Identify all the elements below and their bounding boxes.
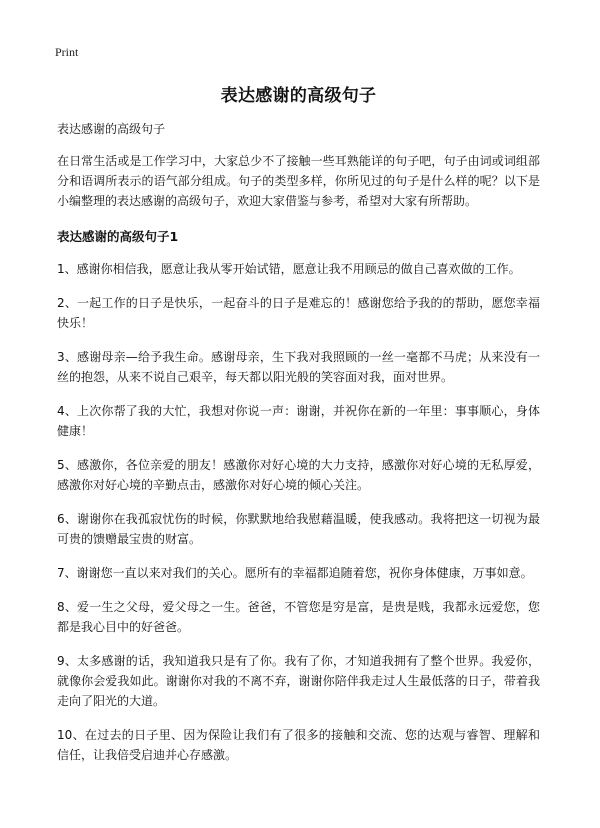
article-subtitle: 表达感谢的高级句子 — [57, 122, 166, 136]
list-item: 1、感谢你相信我，愿意让我从零开始试错，愿意让我不用顾忌的做自己喜欢做的工作。 — [57, 262, 521, 276]
list-item: 5、感激你，各位亲爱的朋友！感激你对好心境的大力支持，感激你对好心境的无私厚爱，感激你对好心境的辛勤点击，感激你对好心境的倾心关注。 — [57, 458, 540, 492]
section-heading: 表达感谢的高级句子1 — [57, 229, 179, 244]
list-item: 6、谢谢你在我孤寂忧伤的时候，你默默地给我慰藉温暖，使我感动。我将把这一切视为最可贵的馈赠最宝贵的财富。 — [57, 512, 540, 546]
list-item: 3、感谢母亲—给予我生命。感谢母亲，生下我对我照顾的一丝一毫都不马虎；从来没有一丝的抱怨，从来不说自己艰辛，每天都以阳光般的笑容面对我，面对世界。 — [57, 350, 540, 384]
print-link[interactable]: Print — [55, 45, 79, 59]
list-item: 2、一起工作的日子是快乐，一起奋斗的日子是难忘的！感谢您给予我的的帮助，愿您幸福快乐！ — [57, 296, 540, 330]
list-item: 7、谢谢您一直以来对我们的关心。愿所有的幸福都追随着您，祝你身体健康，万事如意。 — [57, 566, 533, 580]
list-item: 10、在过去的日子里、因为保险让我们有了很多的接触和交流、您的达观与睿智、理解和信任，让我倍受启迪并心存感激。 — [57, 728, 540, 762]
list-item: 8、爱一生之父母，爱父母之一生。爸爸，不管您是穷是富，是贵是贱，我都永远爱您，您都是我心目中的好爸爸。 — [57, 600, 540, 634]
list-item: 4、上次你帮了我的大忙，我想对你说一声：谢谢，并祝你在新的一年里：事事顺心，身体健康！ — [57, 404, 540, 438]
page-title: 表达感谢的高级句子 — [220, 86, 377, 106]
intro-paragraph: 在日常生活或是工作学习中，大家总少不了接触一些耳熟能详的句子吧，句子由词或词组部分和语调所表示的语气部分组成。句子的类型多样，你所见过的句子是什么样的呢？以下是小编整理的表达感谢的高级句子，欢迎大家借鉴与参考，希望对大家有所帮助。 — [57, 154, 540, 208]
list-item: 9、太多感谢的话，我知道我只是有了你。我有了你，才知道我拥有了整个世界。我爱你，就像你会爱我如此。谢谢你对我的不离不弃，谢谢你陪伴我走过人生最低落的日子，带着我走向了阳光的大道。 — [57, 654, 540, 708]
